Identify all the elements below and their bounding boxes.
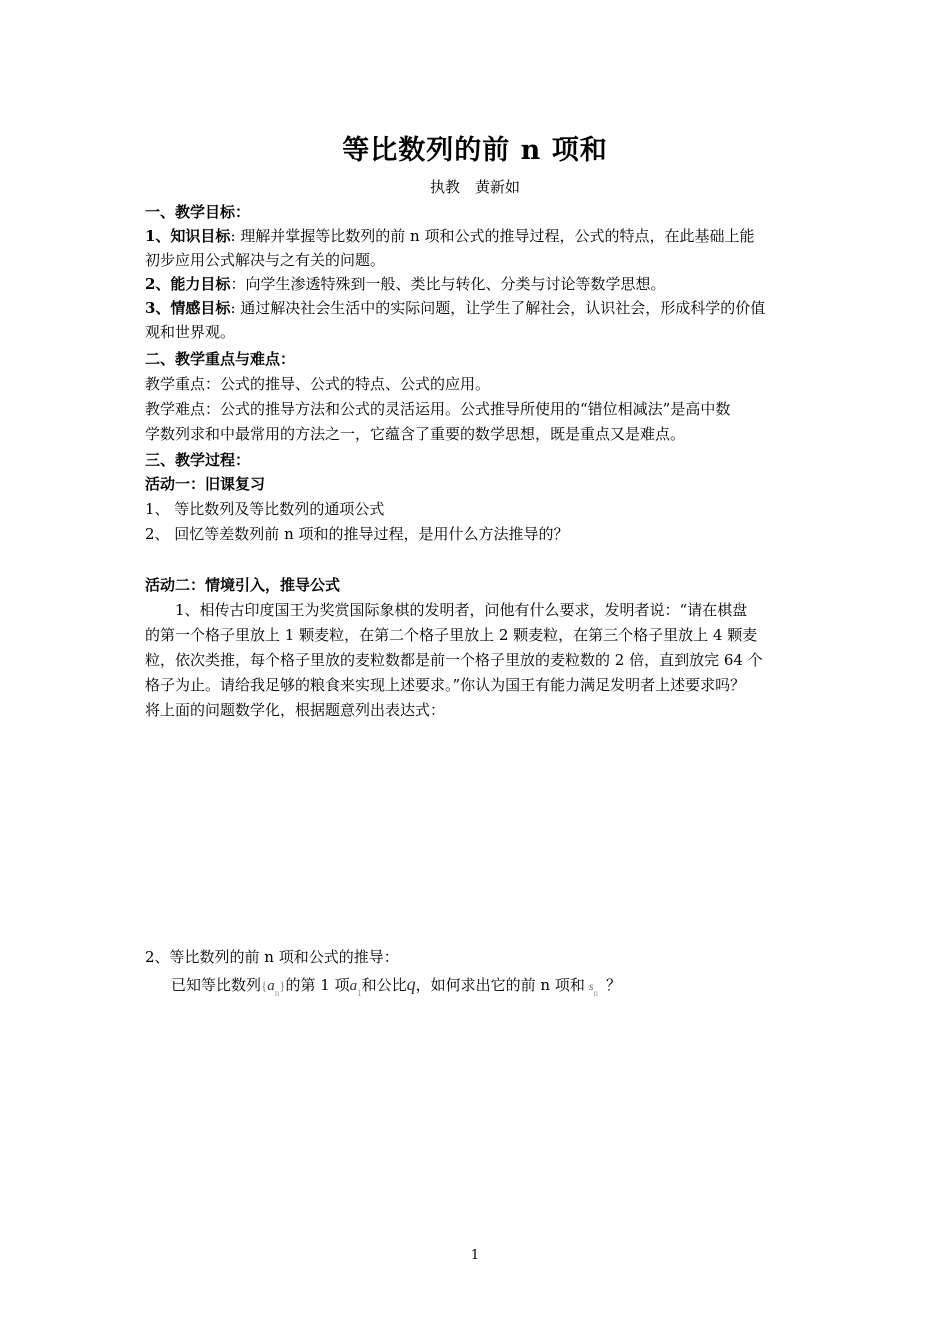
review-item-1: 1、 等比数列及等比数列的通项公式 bbox=[145, 500, 385, 518]
objective-emotion-label: 3、情感目标 bbox=[145, 299, 231, 317]
objective-emotion-text: : 通过解决社会生活中的实际问题，让学生了解社会，认识社会，形成科学的价值 bbox=[230, 299, 766, 317]
sum-symbol: $s_n$ bbox=[588, 979, 598, 998]
story-line-4: 格子为止。请给我足够的粮食来实现上述要求。”你认为国王有能力满足发明者上述要求吗？ bbox=[145, 676, 746, 694]
objective-ability bbox=[145, 272, 815, 296]
difficulty-line-2: 学数列求和中最常用的方法之一，它蕴含了重要的数学思想，既是重点又是难点。 bbox=[145, 425, 686, 443]
story-line-1: 1、相传古印度国王为奖赏国际象棋的发明者，问他有什么要求，发明者说：“请在棋盘 bbox=[175, 601, 748, 619]
objective-knowledge-cont: 初步应用公式解决与之有关的问题。 bbox=[145, 251, 386, 269]
question-text-2: 的第 1 项 bbox=[285, 976, 350, 994]
review-item-2: 2、 回忆等差数列前 n 项和的推导过程，是用什么方法推导的？ bbox=[145, 525, 569, 543]
page-number: 1 bbox=[470, 1248, 480, 1263]
objective-knowledge-text: : 理解并掌握等比数列的前 n 项和公式的推导过程，公式的特点，在此基础上能 bbox=[230, 227, 755, 245]
sequence-symbol: $\{a_n\}$ bbox=[261, 978, 286, 998]
author-line: 执教 黄新如 bbox=[429, 178, 520, 196]
first-term-symbol: $a_1$ bbox=[349, 978, 362, 998]
derivation-heading: 2、等比数列的前 n 项和公式的推导： bbox=[145, 948, 399, 966]
activity-one-heading: 活动一：旧课复习 bbox=[145, 475, 266, 493]
section-heading-objectives: 一、教学目标： bbox=[145, 203, 251, 221]
question-text-4: ，如何求出它的前 n 项和 bbox=[415, 976, 585, 994]
section-heading-keypoints: 二、教学重点与难点： bbox=[145, 350, 296, 368]
objective-ability-label: 2、能力目标 bbox=[145, 275, 231, 293]
objective-knowledge bbox=[145, 224, 815, 248]
derivation-question bbox=[145, 972, 841, 1005]
key-point: 教学重点：公式的推导、公式的特点、公式的应用。 bbox=[145, 375, 491, 393]
story-line-2: 的第一个格子里放上 1 颗麦粒，在第二个格子里放上 2 颗麦粒，在第三个格子里放上 4 颗麦 bbox=[145, 626, 758, 644]
story-line-5: 将上面的问题数学化，根据题意列出表达式： bbox=[145, 701, 446, 719]
question-text-3: 和公比 bbox=[361, 976, 407, 994]
page-title: 等比数列的前 n 项和 bbox=[342, 135, 608, 166]
objective-ability-text: ：向学生渗透特殊到一般、类比与转化、分类与讨论等数学思想。 bbox=[230, 275, 666, 293]
objective-emotion-cont: 观和世界观。 bbox=[145, 323, 236, 341]
ratio-symbol: q bbox=[406, 974, 416, 994]
objective-emotion bbox=[145, 296, 815, 320]
story-line-3: 粒，依次类推，每个格子里放的麦粒数都是前一个格子里放的麦粒数的 2 倍，直到放完 64 个 bbox=[145, 651, 763, 669]
question-text-1: 已知等比数列 bbox=[171, 976, 262, 994]
objective-knowledge-label: 1、知识目标 bbox=[145, 227, 231, 245]
section-heading-process: 三、教学过程： bbox=[145, 451, 251, 469]
question-text-5: ？ bbox=[606, 976, 622, 994]
activity-two-heading: 活动二：情境引入，推导公式 bbox=[145, 576, 341, 594]
difficulty-line-1: 教学难点：公式的推导方法和公式的灵活运用。公式推导所使用的“错位相减法”是高中数 bbox=[145, 400, 731, 418]
